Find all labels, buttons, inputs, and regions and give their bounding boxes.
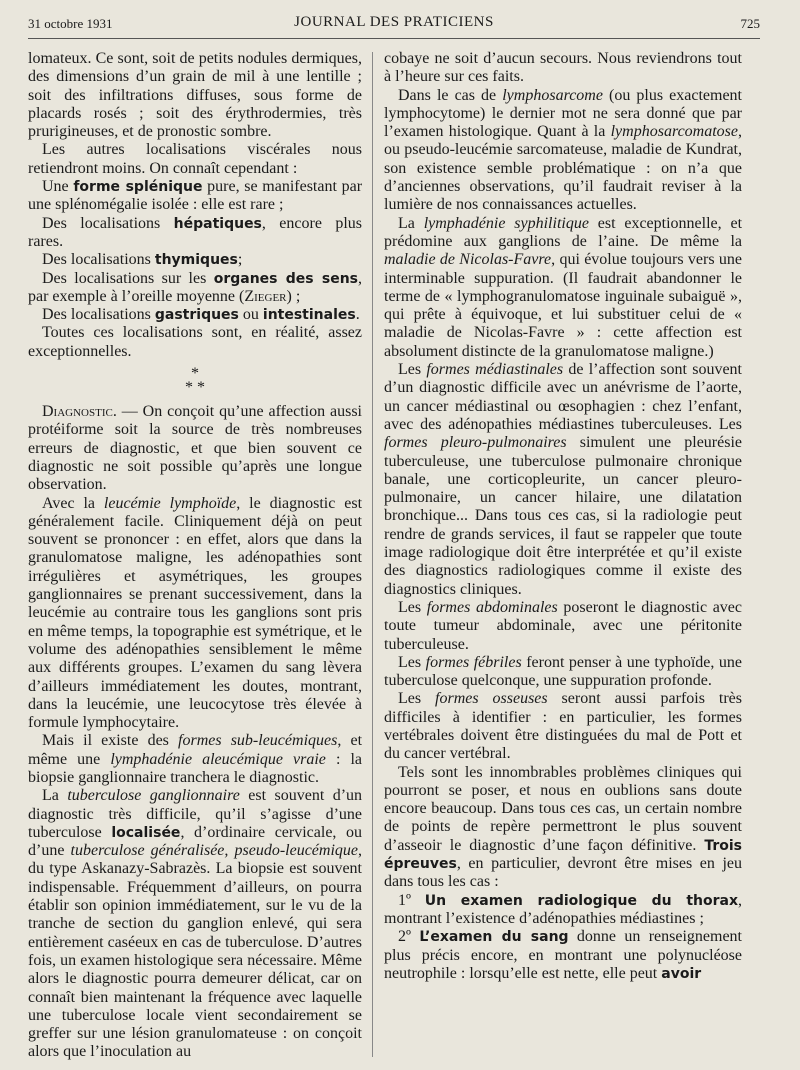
- paragraph: Des localisations hépatiques, encore plus rares.: [28, 214, 362, 250]
- paragraph: Une forme splénique pure, se manifestant par une splénomégalie isolée : elle est rare ;: [28, 178, 362, 214]
- paragraph: Les autres localisations viscérales nous retiendront moins. On connaît cependant :: [28, 141, 362, 177]
- page-number: 725: [740, 16, 760, 31]
- section-heading: Diagnostic.: [42, 403, 117, 421]
- paragraph: Avec la leucémie lymphoïde, le diagnostic est généralement facile. Cliniquement déjà on peut souvent se prononcer : en effet, alors que dans la granulomatose maligne, les adénopathies sont irrégulières et asymétriques, les groupes ganglionnaires se prenant successivement, dans la leucémie au contraire tous les ganglions sont pris en même temps, la topographie est symétrique, et le volume des adénopathies sensiblement le même aux différents groupes. L’examen du sang lèvera d’ailleurs immédiatement les doutes, montrant, dans la leucémie, une leucocytose très élevée à formule lymphocytaire.: [28, 494, 362, 732]
- paragraph: La tuberculose ganglionnaire est souvent d’un diagnostic très difficile, qu’il s’agisse d’une tuberculose localisée, d’ordinaire cervicale, ou d’une tuberculose généralisée, pseudo-leucémique, du type Askanazy-Sabrazès. La biopsie est souvent indispensable. Fréquemment d’ailleurs, on pourra établir son opinion immédiatement, sur le vu de la tranche de section du ganglion enlevé, qui sera entièrement caséeux en cas de tuberculose. D’autres fois, un examen histologique sera nécessaire. Même alors le diagnostic pourra demeurer délicat, car on connaît bien maintenant la fréquence avec laquelle une tuberculose locale vient secondairement se greffer sur une lésion granulomateuse : on conçoit alors que l’inoculation au: [28, 787, 362, 1060]
- paragraph: Les formes abdominales poseront le diagnostic avec toute tumeur abdominale, avec une péritonite tuberculeuse.: [384, 598, 742, 653]
- paragraph: Les formes médiastinales de l’affection sont souvent d’un diagnostic difficile avec un anévrisme de l’aorte, un cancer médiastinal ou œsophagien : chez l’enfant, avec des adénopathies médiastines tuberculeuses. Les formes pleuro-pulmonaires simulent une pleurésie tuberculeuse, une tuberculose pulmonaire chronique banale, une corticopleurite, un cancer pleuro-pulmonaire, un cancer hilaire, une dilatation bronchique... Dans tous ces cas, si la radiologie peut rendre de grands services, il faut se rappeler que toute image radiologique doit être interprétée et qu’il existe des diagnostics radiologiques comme il existe des diagnostics cliniques.: [384, 361, 742, 598]
- paragraph: La lymphadénie syphilitique est exceptionnelle, et prédomine aux ganglions de l’aine. De même la maladie de Nicolas-Favre, qui évolue toujours vers une interminable suppuration. (Il faudrait abandonner le terme de « lymphogranulomatose inguinale subaiguë », qui prête à équivoque, et lui substituer celui de « maladie de Nicolas-Favre » : cette affection est absolument distincte de la granulomatose maligne.): [384, 214, 742, 360]
- header-rule: [28, 38, 760, 39]
- paragraph: Des localisations gastriques ou intestinales.: [42, 306, 360, 324]
- paragraph: 2º L’examen du sang donne un renseignement plus précis encore, en montrant une polynucléose neutrophile : lorsqu’elle est nette, elle peut avoir: [384, 928, 742, 982]
- section-asterism: * * *: [185, 365, 205, 397]
- paragraph: Les formes osseuses seront aussi parfois très difficiles à identifier : en particulier, les formes vertébrales doivent être distinguées du mal de Pott et du cancer vertébral.: [384, 690, 742, 763]
- paragraph: Mais il existe des formes sub-leucémiques, et même une lymphadénie aleucémique vraie : la biopsie ganglionnaire tranchera le diagnostic.: [28, 732, 362, 786]
- paragraph: lomateux. Ce sont, soit de petits nodules dermiques, des dimensions d’un grain de mil à une lentille ; soit des infiltrations diffuses, sous forme de placards rosés ; soit des érythrodermies, très prurigineuses, et de pronostic sombre.: [28, 50, 362, 141]
- paragraph: 1º Un examen radiologique du thorax, montrant l’existence d’adénopathies médiastines ;: [384, 891, 742, 927]
- paragraph: Toutes ces localisations sont, en réalité, assez exceptionnelles.: [28, 324, 362, 360]
- paragraph: Les formes fébriles feront penser à une typhoïde, une tuberculose quelconque, une suppuration profonde.: [384, 653, 742, 690]
- right-column: [384, 50, 742, 1060]
- paragraph: Des localisations thymiques;: [42, 251, 243, 269]
- left-column: [28, 50, 362, 1060]
- paragraph: Tels sont les innombrables problèmes cliniques qui pourront se poser, et nous en oublions sans doute encore beaucoup. Dans tous ces cas, un certain nombre de points de repère permettront le plus souvent d’asseoir le diagnostic d’une façon définitive. Trois épreuves, en particulier, devront être mises en jeu dans tous les cas :: [384, 763, 742, 891]
- page-header: [28, 14, 760, 40]
- header-date: 31 octobre 1931: [28, 16, 113, 31]
- paragraph: Des localisations sur les organes des sens, par exemple à l’oreille moyenne (Zieger) ;: [28, 269, 362, 305]
- paragraph: cobaye ne soit d’aucun secours. Nous reviendrons tout à l’heure sur ces faits.: [384, 50, 742, 86]
- column-separator: [372, 52, 373, 1057]
- paragraph: Diagnostic. — On conçoit qu’une affection aussi protéiforme soit la source de très nombreuses erreurs de diagnostic, et que bien souvent ce diagnostic ne soit possible qu’après une longue observation.: [28, 403, 362, 494]
- paragraph: Dans le cas de lymphosarcome (ou plus exactement lymphocytome) le dernier mot ne sera donné que par l’examen histologique. Quant à la lymphosarcomatose, ou pseudo-leucémie sarcomateuse, maladie de Kundrat, son existence semble problématique : on n’a que d’anciennes observations, qu’il faudrait reviser à la lumière de nos connaissances actuelles.: [384, 86, 742, 214]
- journal-title: JOURNAL DES PRATICIENS: [294, 14, 494, 30]
